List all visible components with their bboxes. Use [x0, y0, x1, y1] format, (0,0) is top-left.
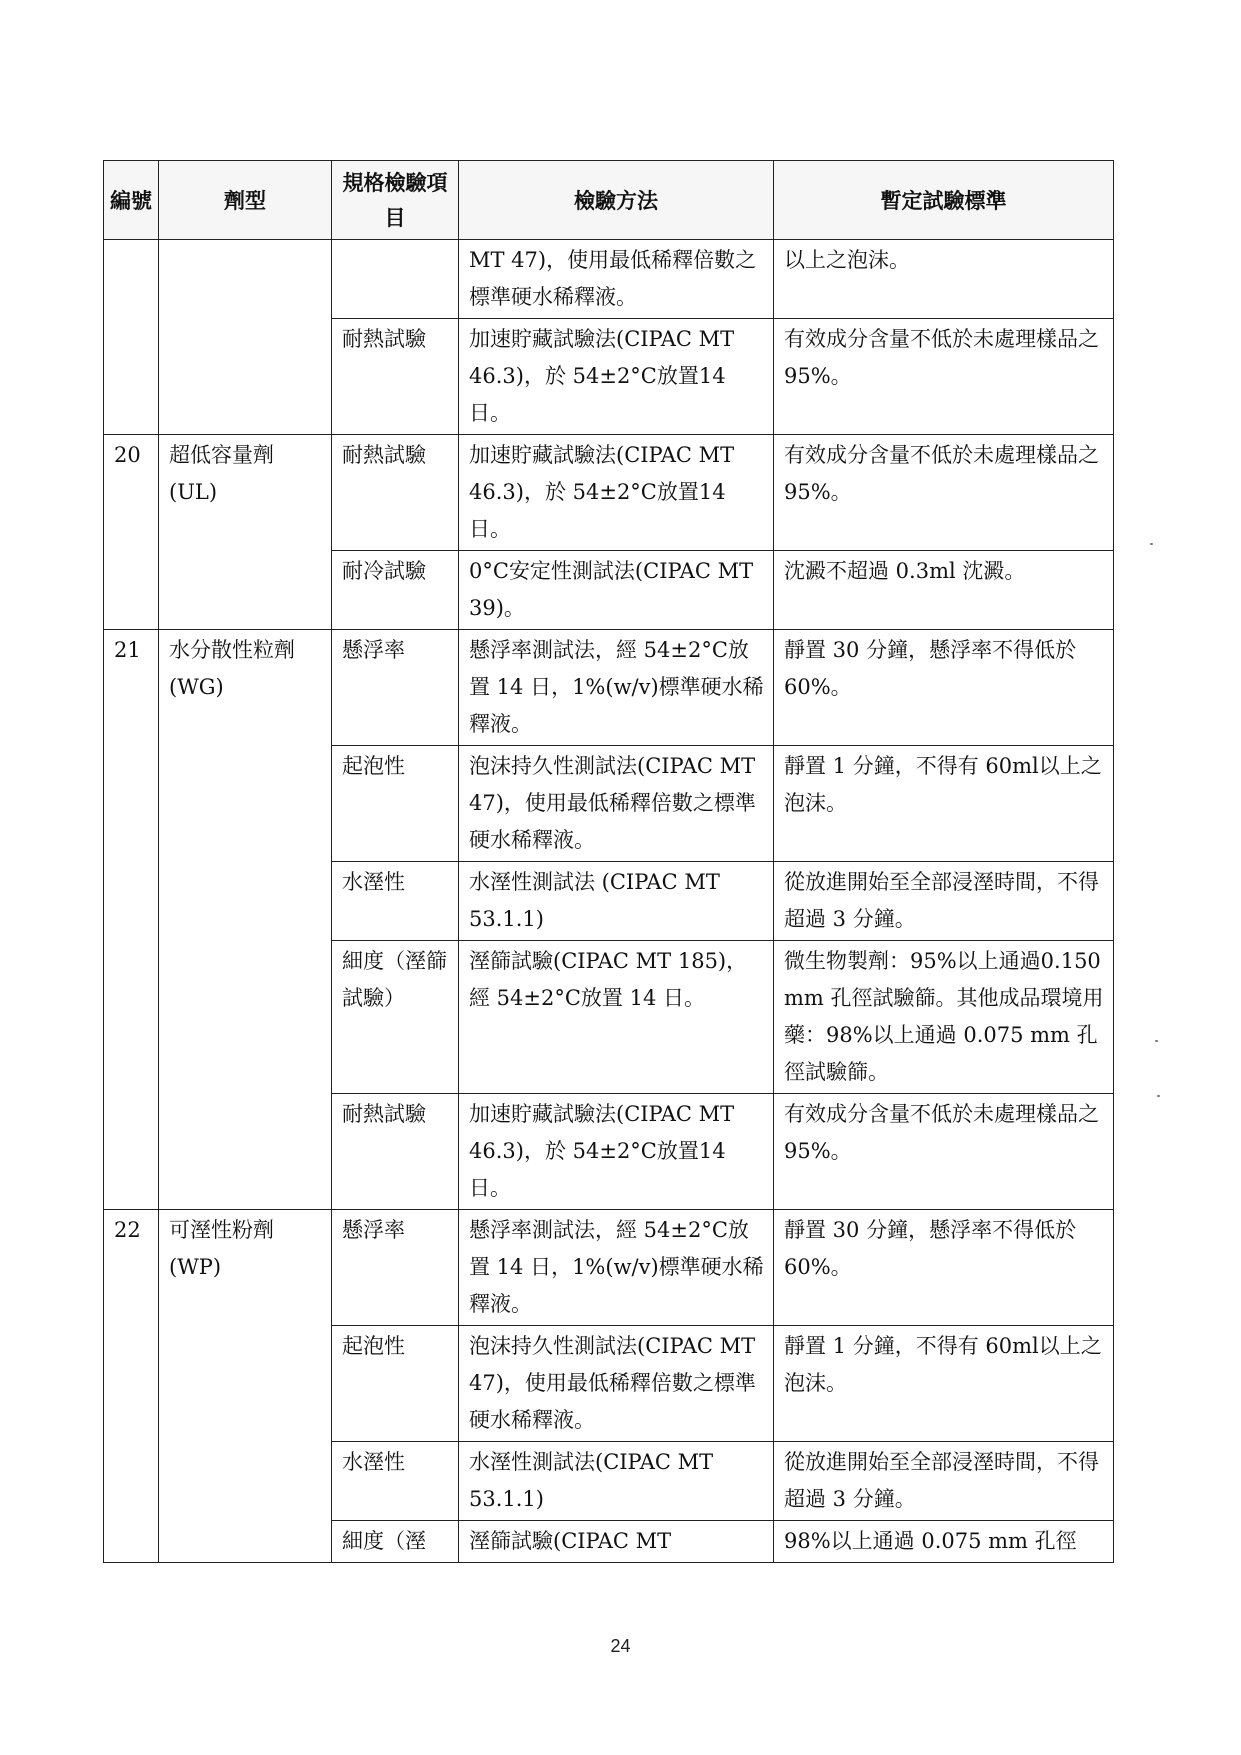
- cell-item: 懸浮率: [332, 1210, 459, 1326]
- cell-item: 細度（溼: [332, 1521, 459, 1563]
- cell-type: 水分散性粒劑(WG): [159, 630, 332, 1210]
- cell-standard: 98%以上通過 0.075 mm 孔徑: [774, 1521, 1114, 1563]
- cell-item: 耐熱試驗: [332, 319, 459, 435]
- cell-item: 細度（溼篩試驗）: [332, 941, 459, 1094]
- cell-method: 水溼性測試法 (CIPAC MT 53.1.1): [459, 862, 774, 941]
- cell-method: 懸浮率測試法，經 54±2°C放置 14 日，1%(w/v)標準硬水稀釋液。: [459, 630, 774, 746]
- cell-standard: 微生物製劑：95%以上通過0.150 mm 孔徑試驗篩。其他成品環境用藥：98%以上通過 0.075 mm 孔徑試驗篩。: [774, 941, 1114, 1094]
- cell-method: 泡沫持久性測試法(CIPAC MT 47)，使用最低稀釋倍數之標準硬水稀釋液。: [459, 1326, 774, 1442]
- cell-standard: 靜置 30 分鐘，懸浮率不得低於 60%。: [774, 630, 1114, 746]
- cell-standard: 從放進開始至全部浸溼時間，不得超過 3 分鐘。: [774, 862, 1114, 941]
- cell-item: 起泡性: [332, 1326, 459, 1442]
- cell-standard: 有效成分含量不低於未處理樣品之 95%。: [774, 1094, 1114, 1210]
- cell-method: 0°C安定性測試法(CIPAC MT 39)。: [459, 551, 774, 630]
- cell-standard: 靜置 1 分鐘，不得有 60ml以上之泡沫。: [774, 1326, 1114, 1442]
- scan-speck: [1157, 1095, 1160, 1097]
- specification-table: [103, 160, 1114, 1563]
- cell-method: 加速貯藏試驗法(CIPAC MT 46.3)，於 54±2°C放置14 日。: [459, 1094, 774, 1210]
- cell-method: 加速貯藏試驗法(CIPAC MT 46.3)，於 54±2°C放置14 日。: [459, 435, 774, 551]
- table-header-row: [104, 161, 1114, 240]
- cell-item: 懸浮率: [332, 630, 459, 746]
- cell-method: 懸浮率測試法，經 54±2°C放置 14 日，1%(w/v)標準硬水稀釋液。: [459, 1210, 774, 1326]
- header-type: 劑型: [159, 161, 332, 240]
- cell-type: 可溼性粉劑(WP): [159, 1210, 332, 1563]
- table-row: [104, 240, 1114, 319]
- cell-item: 耐熱試驗: [332, 435, 459, 551]
- cell-type: 超低容量劑(UL): [159, 435, 332, 630]
- cell-no: 22: [104, 1210, 159, 1563]
- table-row: [104, 435, 1114, 551]
- cell-standard: 以上之泡沫。: [774, 240, 1114, 319]
- cell-method: MT 47)，使用最低稀釋倍數之標準硬水稀釋液。: [459, 240, 774, 319]
- cell-item: 起泡性: [332, 746, 459, 862]
- cell-method: 溼篩試驗(CIPAC MT: [459, 1521, 774, 1563]
- header-standard: 暫定試驗標準: [774, 161, 1114, 240]
- table-row: [104, 1210, 1114, 1326]
- cell-method: 溼篩試驗(CIPAC MT 185)，經 54±2°C放置 14 日。: [459, 941, 774, 1094]
- cell-method: 泡沫持久性測試法(CIPAC MT 47)，使用最低稀釋倍數之標準硬水稀釋液。: [459, 746, 774, 862]
- cell-item: 耐熱試驗: [332, 1094, 459, 1210]
- cell-method: 水溼性測試法(CIPAC MT 53.1.1): [459, 1442, 774, 1521]
- scan-speck: [1150, 543, 1153, 545]
- cell-standard: 從放進開始至全部浸溼時間，不得超過 3 分鐘。: [774, 1442, 1114, 1521]
- cell-item: 水溼性: [332, 1442, 459, 1521]
- cell-item: 耐冷試驗: [332, 551, 459, 630]
- cell-standard: 有效成分含量不低於未處理樣品之 95%。: [774, 319, 1114, 435]
- cell-standard: 沈澱不超過 0.3ml 沈澱。: [774, 551, 1114, 630]
- cell-no: 21: [104, 630, 159, 1210]
- scan-speck: [1155, 1040, 1158, 1042]
- header-no: 編號: [104, 161, 159, 240]
- cell-no: [104, 240, 159, 435]
- cell-no: 20: [104, 435, 159, 630]
- cell-item: 水溼性: [332, 862, 459, 941]
- header-method: 檢驗方法: [459, 161, 774, 240]
- cell-standard: 有效成分含量不低於未處理樣品之 95%。: [774, 435, 1114, 551]
- cell-standard: 靜置 30 分鐘，懸浮率不得低於 60%。: [774, 1210, 1114, 1326]
- cell-item: [332, 240, 459, 319]
- page-number: 24: [610, 1636, 631, 1656]
- cell-standard: 靜置 1 分鐘，不得有 60ml以上之泡沫。: [774, 746, 1114, 862]
- header-item: 規格檢驗項目: [332, 161, 459, 240]
- cell-method: 加速貯藏試驗法(CIPAC MT 46.3)，於 54±2°C放置14 日。: [459, 319, 774, 435]
- cell-type: [159, 240, 332, 435]
- table-row: [104, 630, 1114, 746]
